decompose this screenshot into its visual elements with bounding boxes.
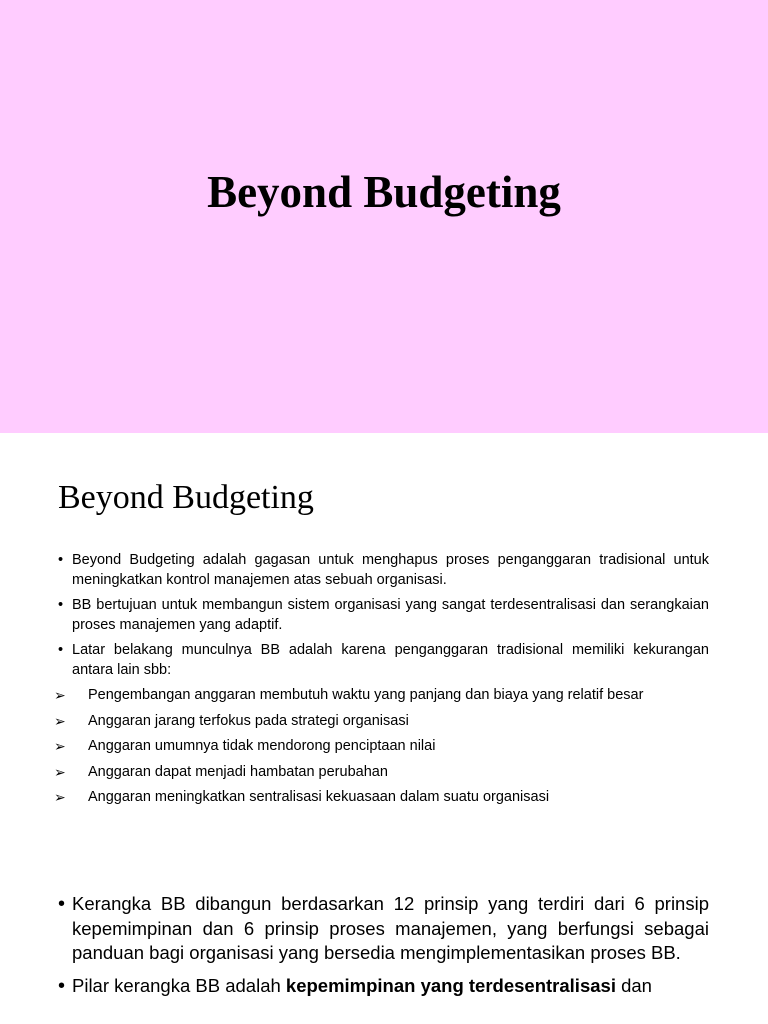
sub-bullet-item [54, 737, 709, 757]
arrow-bullet-icon: ➢ [54, 738, 66, 754]
sub-bullet-text: Anggaran dapat menjadi hambatan perubahan [88, 763, 388, 780]
content-slide [0, 433, 768, 1024]
sub-bullet-item [54, 686, 709, 706]
sub-bullet-text: Anggaran umumnya tidak mendorong penciptaan nilai [88, 738, 436, 754]
content-slide-heading: Beyond Budgeting [58, 479, 314, 516]
large-bullet-text: Pilar kerangka BB adalah [72, 974, 286, 996]
sub-bullet-list [54, 686, 709, 808]
bullet-list [54, 551, 709, 814]
arrow-bullet-icon: ➢ [54, 687, 66, 703]
arrow-bullet-icon: ➢ [54, 789, 66, 805]
arrow-bullet-icon: ➢ [54, 712, 66, 729]
bullet-item: • Beyond Budgeting adalah gagasan untuk menghapus proses penganggaran tradisional untuk meningkatkan kontrol manajemen atas sebuah organisasi. [58, 551, 709, 590]
sub-bullet-item [54, 763, 709, 783]
arrow-bullet-icon: ➢ [54, 763, 66, 780]
large-bullet-list [58, 892, 709, 1006]
large-bullet-text: dan [615, 974, 652, 996]
sub-bullet-text: Anggaran jarang terfokus pada strategi organisasi [88, 712, 409, 729]
sub-bullet-text: Anggaran meningkatkan sentralisasi kekuasaan dalam suatu organisasi [88, 789, 550, 805]
sub-bullet-item [54, 788, 709, 808]
title-slide-heading: Beyond Budgeting [207, 167, 561, 217]
sub-bullet-text: Pengembangan anggaran membutuh waktu yang panjang dan biaya yang relatif besar [88, 687, 644, 703]
bullet-item [54, 641, 709, 808]
large-bullet-bold-text: kepemimpinan yang terdesentralisasi [285, 974, 616, 996]
large-bullet-item: • Kerangka BB dibangun berdasarkan 12 prinsip yang terdiri dari 6 prinsip kepemimpinan dan 6 prinsip proses manajemen, yang berfungsi sebagai panduan bagi organisasi yang bersedia mengimplementasikan proses BB. [58, 892, 709, 966]
title-slide [0, 0, 768, 433]
sub-bullet-item [54, 712, 709, 732]
large-bullet-item [58, 974, 709, 999]
bullet-item: • BB bertujuan untuk membangun sistem organisasi yang sangat terdesentralisasi dan serangkaian proses manajemen yang adaptif. [58, 596, 709, 635]
bullet-text: Latar belakang munculnya BB adalah karena penganggaran tradisional memiliki kekurangan antara lain sbb: [72, 642, 709, 678]
